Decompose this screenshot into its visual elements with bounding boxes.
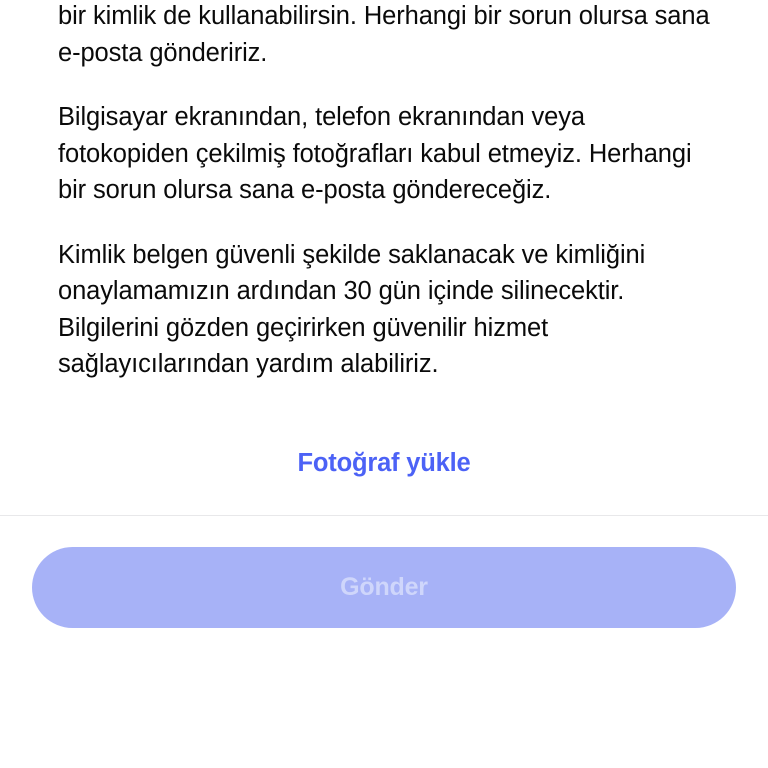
instruction-paragraph-1: bir kimlik de kullanabilirsin. Herhangi bir sorun olursa sana e-posta göndeririz. [58, 2, 710, 67]
instruction-paragraph-2: Bilgisayar ekranından, telefon ekranından veya fotokopiden çekilmiş fotoğrafları kabul etmeyiz. Herhangi bir sorun olursa sana e-posta göndereceğiz. [58, 103, 692, 204]
upload-photo-link[interactable]: Fotoğraf yükle [297, 448, 471, 477]
submit-button[interactable]: Gönder [32, 547, 736, 628]
footer-bar [0, 515, 768, 628]
content-spacer [0, 479, 768, 516]
upload-photo-row [58, 447, 710, 479]
bottom-safe-area [0, 628, 768, 768]
instruction-paragraph-3: Kimlik belgen güvenli şekilde saklanacak ve kimliğini onaylamamızın ardından 30 gün içinde silinecektir. Bilgilerini gözden geçirirken güvenilir hizmet sağlayıcılarından yardım alabiliriz. [58, 240, 646, 378]
